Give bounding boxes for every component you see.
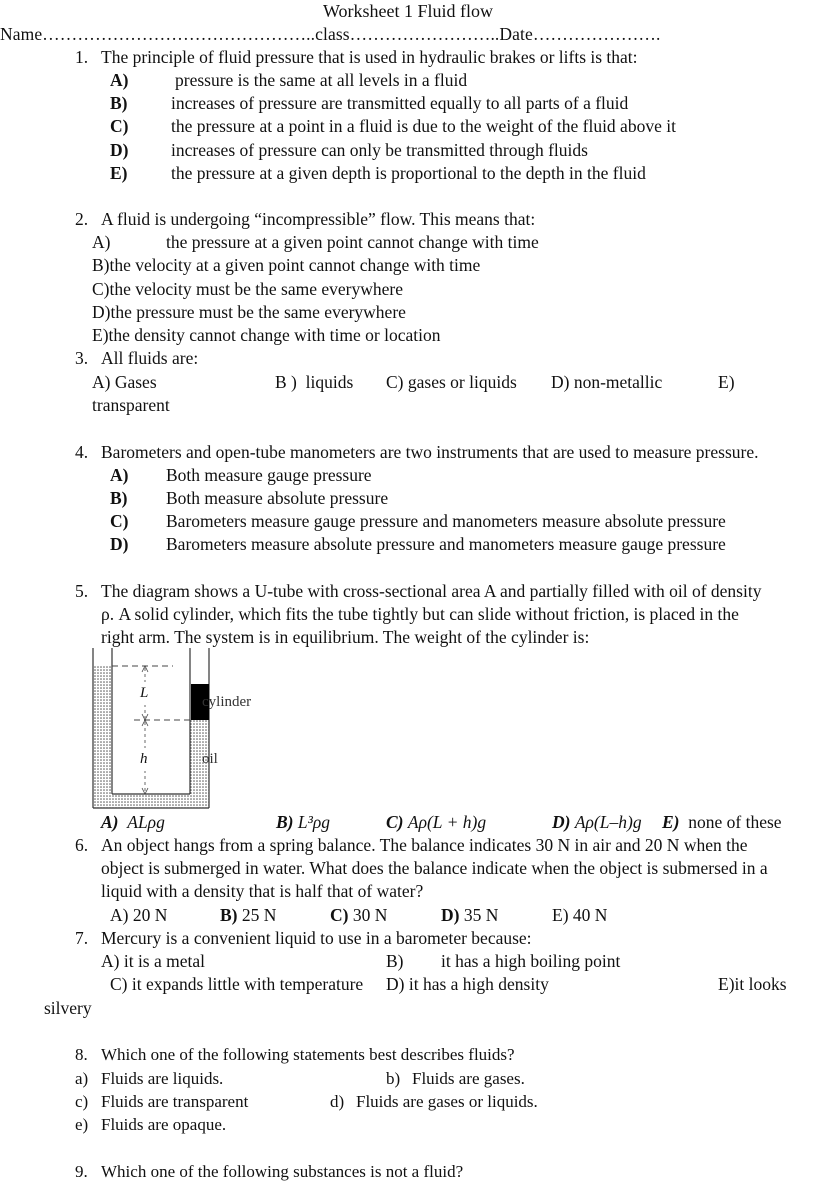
option-label: B ) <box>275 372 297 392</box>
question-number: 9. <box>75 1162 88 1181</box>
question-text: Which one of the following statements best describes fluids? <box>101 1045 515 1064</box>
question-stem <box>75 208 535 231</box>
option-label: D) <box>110 140 129 160</box>
question-text: The diagram shows a U-tube with cross-sectional area A and partially filled with oil of density <box>101 581 762 601</box>
question-stem <box>75 1043 515 1066</box>
option-text: the pressure must be the same everywhere <box>110 302 406 322</box>
label-L: L <box>138 682 150 705</box>
option-text: it is a metal <box>123 951 206 971</box>
option-row <box>275 371 353 394</box>
option-text: the pressure at a point in a fluid is due to the weight of the fluid above it <box>171 116 676 136</box>
option-row <box>552 811 642 834</box>
option-row <box>92 278 403 301</box>
option-label: E) <box>110 163 128 183</box>
option-text: Both measure gauge pressure <box>166 465 372 485</box>
option-label: A) <box>92 232 111 252</box>
option-text: 40 N <box>572 905 608 925</box>
option-label: E) <box>718 974 735 994</box>
option-label: D) <box>441 905 460 925</box>
option-label: C) <box>386 372 404 392</box>
option-label: E) <box>662 812 680 832</box>
option-text: 20 N <box>132 905 168 925</box>
u-tube-diagram <box>88 648 288 813</box>
question-text: All fluids are: <box>101 348 199 368</box>
question-stem <box>75 580 761 603</box>
question-text-line: ρ. A solid cylinder, which fits the tube tightly but can slide without friction, is placed in the <box>101 604 739 624</box>
option-text: Fluids are transparent <box>101 1092 249 1111</box>
option-row <box>220 904 276 927</box>
option-text: increases of pressure are transmitted equally to all parts of a fluid <box>171 93 629 113</box>
option-row <box>101 950 205 973</box>
label-h: h <box>138 748 150 771</box>
option-row <box>101 811 165 834</box>
option-label: e) <box>75 1115 89 1134</box>
option-row <box>110 904 167 927</box>
question-text: A fluid is undergoing “incompressible” flow. This means that: <box>101 209 536 229</box>
option-label: A) <box>101 951 120 971</box>
option-row <box>552 904 607 927</box>
option-row <box>92 371 157 394</box>
u-tube-illustration <box>88 648 288 813</box>
option-label: E) <box>552 905 569 925</box>
option-label: B) <box>110 488 128 508</box>
question-number: 1. <box>75 47 89 67</box>
option-label: D) <box>92 302 111 322</box>
option-text: 35 N <box>463 905 499 925</box>
question-text-line: object is submerged in water. What does the balance indicate when the object is submersed in a <box>101 858 768 878</box>
question-stem <box>75 347 198 370</box>
question-stem <box>75 1160 463 1183</box>
option-text: Both measure absolute pressure <box>166 488 389 508</box>
question-stem <box>75 46 638 69</box>
option-text: it has a high boiling point <box>441 951 621 971</box>
option-text: it expands little with temperature <box>131 974 364 994</box>
option-label: B) <box>92 255 110 275</box>
question-text-line: right arm. The system is in equilibrium. The weight of the cylinder is: <box>101 627 590 647</box>
option-row <box>92 324 440 347</box>
option-text: L³ρg <box>297 812 331 832</box>
option-label: D) <box>110 534 129 554</box>
option-text: liquids <box>305 372 354 392</box>
question-number: 7. <box>75 928 89 948</box>
option-row <box>662 811 782 834</box>
option-row <box>330 904 387 927</box>
option-label: D) <box>551 372 570 392</box>
option-label: A) <box>92 372 111 392</box>
question-text: Which one of the following substances is not a fluid? <box>101 1162 464 1181</box>
option-row <box>110 973 363 996</box>
question-text: An object hangs from a spring balance. The balance indicates 30 N in air and 20 N when the <box>101 835 748 855</box>
option-text: Aρ(L + h)g <box>407 812 487 832</box>
question-text: The principle of fluid pressure that is used in hydraulic brakes or lifts is that: <box>101 47 638 67</box>
option-text: non-metallic <box>573 372 663 392</box>
option-text: Barometers measure absolute pressure and manometers measure gauge pressure <box>166 534 726 554</box>
option-text: the pressure at a given depth is proportional to the depth in the fluid <box>171 163 646 183</box>
option-row <box>551 371 662 394</box>
option-row <box>75 1113 226 1136</box>
option-row <box>386 811 486 834</box>
option-text: the density cannot change with time or location <box>108 325 441 345</box>
option-row <box>386 973 549 996</box>
option-text: it looks <box>734 974 787 994</box>
option-text: Gases <box>114 372 157 392</box>
option-text: Aρ(L–h)g <box>574 812 642 832</box>
label-cylinder: cylinder <box>202 694 252 710</box>
question-number: 8. <box>75 1045 88 1064</box>
option-label: C) <box>330 905 349 925</box>
option-text: the velocity must be the same everywhere <box>109 279 404 299</box>
option-row <box>330 1090 538 1113</box>
option-text: transparent <box>92 395 170 415</box>
option-text: ALρg <box>127 812 165 832</box>
question-stem <box>75 927 532 950</box>
option-label: a) <box>75 1069 89 1088</box>
question-stem <box>75 441 759 464</box>
option-text: Fluids are gases or liquids. <box>356 1092 538 1111</box>
option-row <box>441 904 498 927</box>
option-text: Fluids are liquids. <box>101 1069 224 1088</box>
option-label: A) <box>110 70 129 90</box>
option-row <box>276 811 330 834</box>
question-number: 2. <box>75 209 89 229</box>
option-text: increases of pressure can only be transmitted through fluids <box>171 140 588 160</box>
option-row <box>75 1067 223 1090</box>
option-label: A) <box>110 465 129 485</box>
option-label: E) <box>718 372 735 392</box>
question-text: Mercury is a convenient liquid to use in a barometer because: <box>101 928 532 948</box>
option-label: d) <box>330 1092 345 1111</box>
option-label: E) <box>92 325 109 345</box>
option-text: Fluids are gases. <box>412 1069 525 1088</box>
question-number: 3. <box>75 348 89 368</box>
option-text: 25 N <box>241 905 277 925</box>
question-text-line: liquid with a density that is half that of water? <box>101 881 424 901</box>
option-text: Barometers measure gauge pressure and manometers measure absolute pressure <box>166 511 726 531</box>
option-row <box>386 371 517 394</box>
option-row <box>92 301 406 324</box>
option-label: b) <box>386 1069 401 1088</box>
option-label: c) <box>75 1092 89 1111</box>
option-text: the pressure at a given point cannot change with time <box>166 232 539 252</box>
option-label: C) <box>92 279 110 299</box>
option-text: gases or liquids <box>407 372 517 392</box>
option-label: D) <box>386 974 405 994</box>
option-text: Fluids are opaque. <box>101 1115 227 1134</box>
option-text-wrap: silvery <box>44 998 92 1018</box>
option-label: A) <box>110 905 129 925</box>
option-label: B) <box>276 812 294 832</box>
option-label: A) <box>101 812 119 832</box>
option-label: C) <box>110 511 129 531</box>
option-label: C) <box>110 116 129 136</box>
name-class-date-line: Name………………………………………..class……………………..Date…………………. <box>0 24 661 44</box>
option-row <box>75 1090 248 1113</box>
question-number: 6. <box>75 835 89 855</box>
option-label: B) <box>220 905 238 925</box>
option-row <box>718 973 787 996</box>
option-label: C) <box>110 974 128 994</box>
option-text: 30 N <box>352 905 388 925</box>
question-text: Barometers and open-tube manometers are two instruments that are used to measure pressure. <box>101 442 759 462</box>
question-number: 4. <box>75 442 89 462</box>
question-number: 5. <box>75 581 89 601</box>
question-stem <box>75 834 747 857</box>
option-label: B) <box>386 951 404 971</box>
option-text: the velocity at a given point cannot change with time <box>109 255 481 275</box>
option-label: B) <box>110 93 128 113</box>
option-text: none of these <box>688 812 782 832</box>
option-label: C) <box>386 812 404 832</box>
option-text: it has a high density <box>408 974 549 994</box>
option-row <box>386 1067 525 1090</box>
option-label: D) <box>552 812 571 832</box>
option-text: pressure is the same at all levels in a fluid <box>175 70 468 90</box>
label-oil: oil <box>202 751 218 767</box>
worksheet-title: Worksheet 1 Fluid flow <box>322 1 494 21</box>
option-row <box>92 254 480 277</box>
